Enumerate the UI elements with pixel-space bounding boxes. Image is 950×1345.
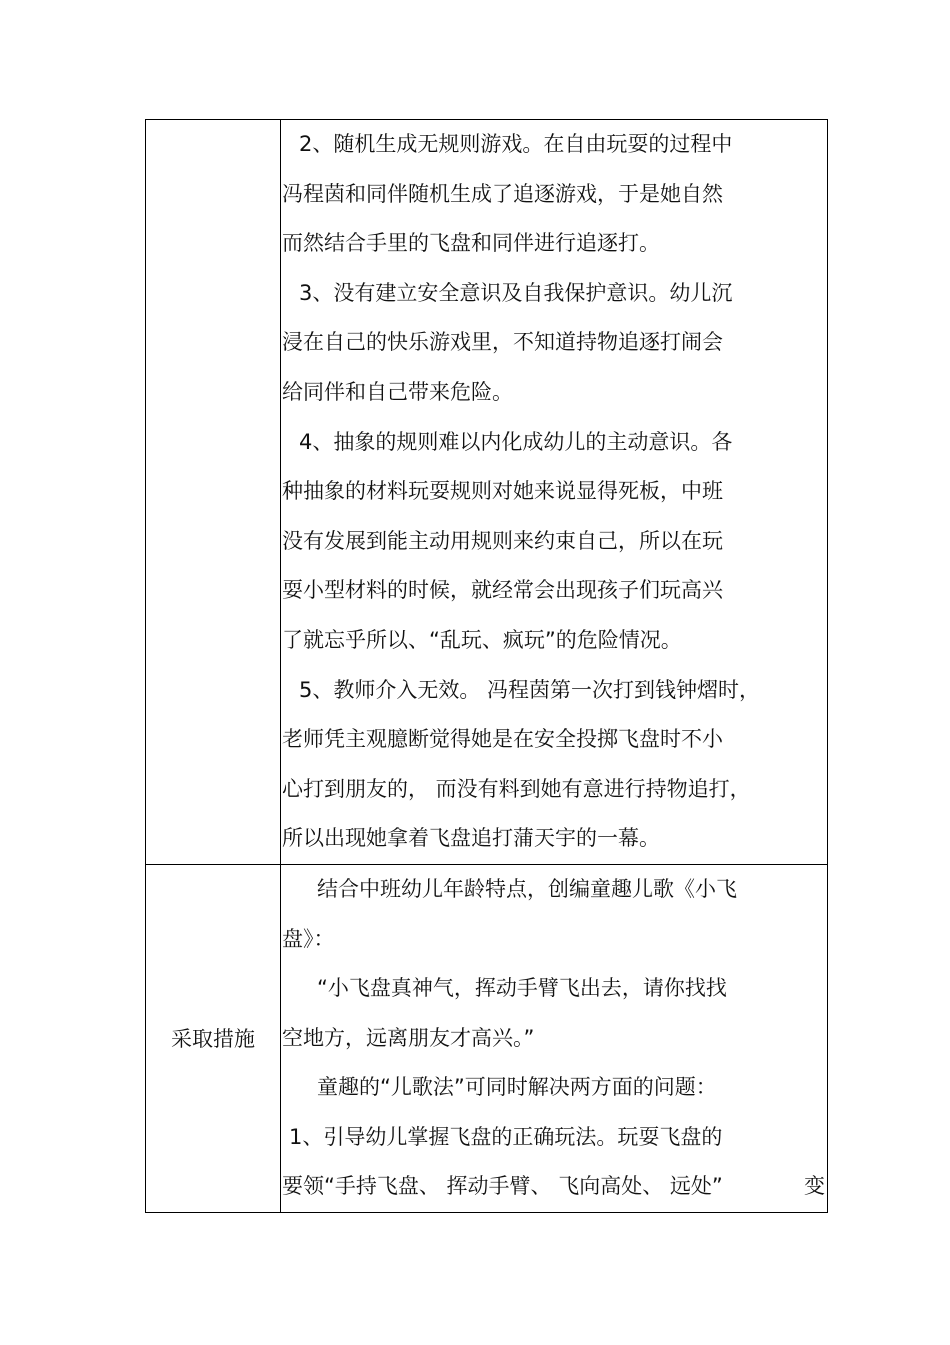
measures-cell <box>281 864 828 1212</box>
line-tail: 变 <box>804 1174 825 1199</box>
analysis-cell <box>281 120 828 865</box>
content-table <box>145 119 828 1213</box>
paragraph-line: 所以出现她拿着飞盘追打蒲天宇的一幕。 <box>282 826 660 851</box>
paragraph-line: 而然结合手里的飞盘和同伴进行追逐打。 <box>282 231 660 256</box>
paragraph-line: 3、没有建立安全意识及自我保护意识。幼儿沉 <box>299 280 733 305</box>
paragraph-line: 1、引导幼儿掌握飞盘的正确玩法。玩耍飞盘的 <box>289 1124 723 1149</box>
paragraph-line: 童趣的“儿歌法”可同时解决两方面的问题： <box>317 1075 717 1100</box>
table-row <box>146 120 828 865</box>
paragraph-line-last <box>281 1162 827 1212</box>
paragraph-line: 耍小型材料的时候，就经常会出现孩子们玩高兴 <box>282 578 723 603</box>
paragraph-line: 空地方，远离朋友才高兴。” <box>282 1025 535 1050</box>
paragraph-line: 结合中班幼儿年龄特点，创编童趣儿歌《小飞 <box>317 876 737 901</box>
row-label-cell <box>146 864 281 1212</box>
paragraph-line: 2、随机生成无规则游戏。在自由玩耍的过程中 <box>299 132 733 156</box>
paragraph-line: 心打到朋友的， 而没有料到她有意进行持物追打， <box>282 776 751 801</box>
paragraph-line: 了就忘乎所以、“乱玩、疯玩”的危险情况。 <box>282 627 682 652</box>
paragraph-line: 盘》： <box>282 926 335 951</box>
line-text: 要领“手持飞盘、 挥动手臂、 飞向高处、 远处” <box>282 1174 723 1199</box>
paragraph-line: 浸在自己的快乐游戏里，不知道持物追逐打闹会 <box>282 330 723 355</box>
row-label-cell <box>146 120 281 865</box>
row-label-measures: 采取措施 <box>171 1027 255 1052</box>
paragraph-line: 老师凭主观臆断觉得她是在安全投掷飞盘时不小 <box>282 727 723 752</box>
table-row <box>146 864 828 1212</box>
paragraph-line: 没有发展到能主动用规则来约束自己，所以在玩 <box>282 528 723 553</box>
paragraph-line: 5、教师介入无效。 冯程茵第一次打到钱钟熠时， <box>299 677 761 702</box>
paragraph-line: 4、抽象的规则难以内化成幼儿的主动意识。各 <box>299 429 733 454</box>
paragraph-line: 给同伴和自己带来危险。 <box>282 379 513 404</box>
paragraph-line: 冯程茵和同伴随机生成了追逐游戏，于是她自然 <box>282 181 723 206</box>
paragraph-line: 种抽象的材料玩耍规则对她来说显得死板，中班 <box>282 479 723 504</box>
paragraph-line: “小飞盘真神气，挥动手臂飞出去，请你找找 <box>317 976 727 1001</box>
